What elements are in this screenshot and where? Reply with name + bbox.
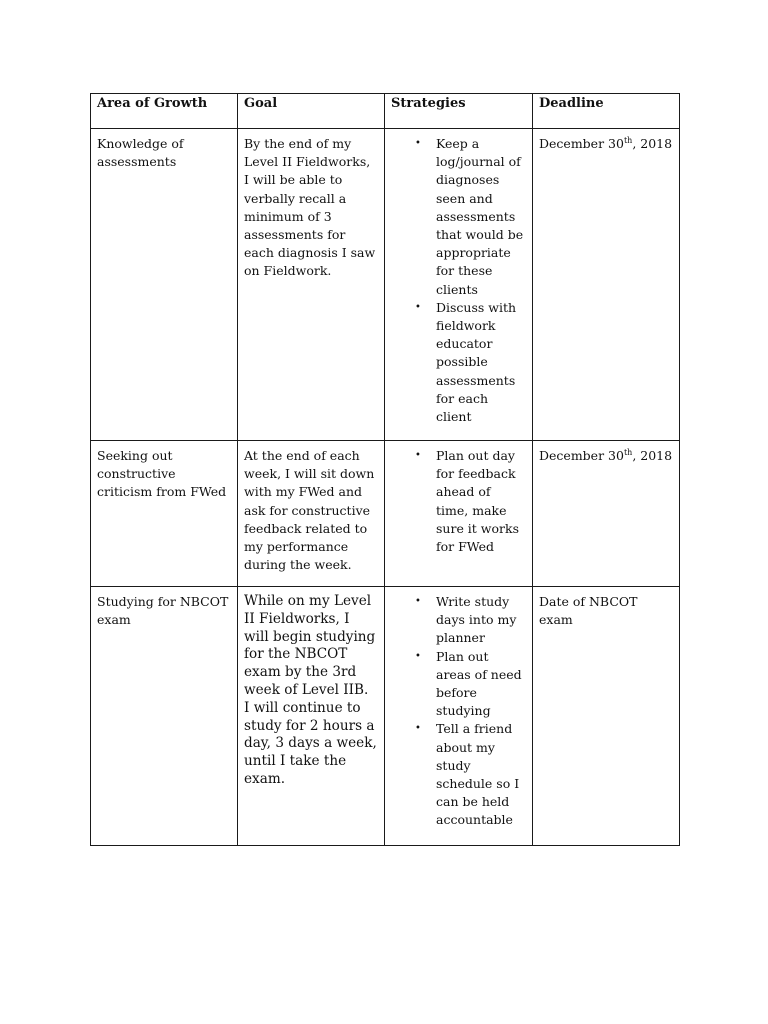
- bullet-icon: •: [415, 650, 421, 662]
- list-item: [391, 593, 526, 648]
- deadline-cell: [533, 441, 680, 587]
- bullet-icon: •: [415, 450, 421, 461]
- strategy-text: Discuss with fieldwork educator possible assessments for each client: [436, 299, 517, 425]
- deadline-text: December 30: [539, 136, 624, 151]
- deadline-year: , 2018: [632, 136, 673, 151]
- strategy-text: Keep a log/journal of diagnoses seen and assessments that would be appropriate for these clients: [436, 136, 524, 297]
- deadline-cell: Date of NBCOT exam: [533, 587, 680, 846]
- goal-cell: By the end of my Level II Fieldworks, I will be able to verbally recall a minimum of 3 assessments for each diagnosis I saw on Fieldwork.: [238, 129, 385, 441]
- table-header-row: [91, 94, 680, 129]
- strategy-text: Tell a friend about my study schedule so I can be held accountable: [436, 721, 520, 828]
- list-item: [391, 447, 526, 556]
- header-deadline: Deadline: [533, 94, 680, 129]
- header-goal: Goal: [238, 94, 385, 129]
- bullet-icon: •: [415, 723, 421, 735]
- bullet-icon: •: [415, 301, 421, 313]
- deadline-year: , 2018: [632, 448, 673, 463]
- strategies-list: [391, 447, 526, 556]
- area-cell: Knowledge of assessments: [91, 129, 238, 441]
- strategy-text: Plan out day for feedback ahead of time, make sure it works for FWed: [436, 448, 519, 555]
- growth-plan-table: [90, 93, 680, 846]
- table-row: [91, 587, 680, 846]
- strategy-text: Write study days into my planner: [436, 594, 517, 646]
- header-strategies: Strategies: [385, 94, 533, 129]
- bullet-icon: •: [415, 596, 421, 607]
- goal-cell: At the end of each week, I will sit down with my FWed and ask for constructive feedback related to my performance during the week.: [238, 441, 385, 587]
- deadline-text: December 30: [539, 448, 624, 463]
- bullet-icon: •: [415, 138, 421, 149]
- goal-cell: While on my Level II Fieldworks, I will begin studying for the NBCOT exam by the 3rd week of Level IIB. I will continue to study for 2 hours a day, 3 days a week, until I take the exam.: [238, 587, 385, 846]
- ordinal-suffix: th: [623, 135, 633, 145]
- header-area-of-growth: Area of Growth: [91, 94, 238, 129]
- strategy-text: Plan out areas of need before studying: [436, 648, 522, 719]
- table-row: [91, 129, 680, 441]
- table-row: [91, 441, 680, 587]
- strategies-list: [391, 593, 526, 830]
- ordinal-suffix: th: [623, 447, 633, 457]
- strategies-cell: [385, 587, 533, 846]
- list-item: [391, 299, 526, 426]
- list-item: [391, 720, 526, 829]
- list-item: [391, 135, 526, 299]
- strategies-list: [391, 135, 526, 426]
- area-cell: Studying for NBCOT exam: [91, 587, 238, 846]
- list-item: [391, 648, 526, 721]
- strategies-cell: [385, 441, 533, 587]
- area-cell: Seeking out constructive criticism from FWed: [91, 441, 238, 587]
- strategies-cell: [385, 129, 533, 441]
- deadline-cell: [533, 129, 680, 441]
